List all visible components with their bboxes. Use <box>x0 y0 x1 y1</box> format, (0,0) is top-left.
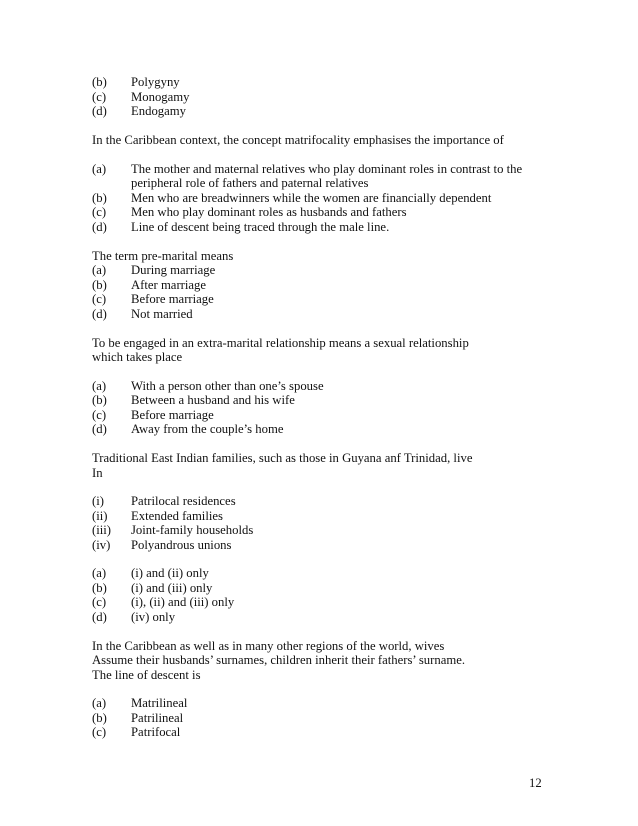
statement-text: Joint-family households <box>131 523 254 537</box>
question-stem: In the Caribbean as well as in many other regions of the world, wives <box>92 639 445 653</box>
option-text: During marriage <box>131 263 216 277</box>
option-text: Endogamy <box>131 104 186 118</box>
statement-text: Patrilocal residences <box>131 494 236 508</box>
option-label: (a) <box>92 162 107 176</box>
option-text: Men who are breadwinners while the women are financially dependent <box>131 191 492 205</box>
option-text: Not married <box>131 307 193 321</box>
option-text: Before marriage <box>131 292 214 306</box>
option-text: The mother and maternal relatives who play dominant roles in contrast to the <box>131 162 523 176</box>
option-text: Monogamy <box>131 90 190 104</box>
question-stem: Traditional East Indian families, such as those in Guyana anf Trinidad, live <box>92 451 473 465</box>
option-text: (i) and (iii) only <box>131 581 213 595</box>
option-text: Between a husband and his wife <box>131 393 295 407</box>
statement-label: (iii) <box>92 523 112 537</box>
option-label: (d) <box>92 307 107 321</box>
statement-text: Polyandrous unions <box>131 538 232 552</box>
option-label: (a) <box>92 379 107 393</box>
option-text: Polygyny <box>131 75 180 89</box>
statement-text: Extended families <box>131 509 223 523</box>
option-text: (i), (ii) and (iii) only <box>131 595 235 609</box>
option-label: (b) <box>92 581 107 595</box>
option-label: (c) <box>92 292 107 306</box>
question-stem: which takes place <box>92 350 183 364</box>
option-label: (d) <box>92 104 107 118</box>
option-text: Patrilineal <box>131 711 184 725</box>
option-text: (iv) only <box>131 610 176 624</box>
option-label: (d) <box>92 220 107 234</box>
option-label: (b) <box>92 711 107 725</box>
page-number: 12 <box>529 776 542 790</box>
question-stem: The line of descent is <box>92 668 201 682</box>
option-text: Away from the couple’s home <box>131 422 284 436</box>
option-label: (d) <box>92 610 107 624</box>
option-label: (b) <box>92 393 107 407</box>
option-text: peripheral role of fathers and paternal relatives <box>131 176 369 190</box>
statement-label: (i) <box>92 494 104 508</box>
option-text: Patrifocal <box>131 725 181 739</box>
option-text: With a person other than one’s spouse <box>131 379 324 393</box>
option-text: Men who play dominant roles as husbands and fathers <box>131 205 407 219</box>
question-stem: In <box>92 466 103 480</box>
question-stem: Assume their husbands’ surnames, children inherit their fathers’ surname. <box>92 653 465 667</box>
option-label: (c) <box>92 595 107 609</box>
option-label: (a) <box>92 263 107 277</box>
statement-label: (iv) <box>92 538 111 552</box>
option-label: (c) <box>92 205 107 219</box>
option-text: Before marriage <box>131 408 214 422</box>
option-label: (b) <box>92 278 107 292</box>
statement-label: (ii) <box>92 509 108 523</box>
question-stem: The term pre-marital means <box>92 249 234 263</box>
option-label: (c) <box>92 90 107 104</box>
option-text: Matrilineal <box>131 696 188 710</box>
option-label: (c) <box>92 725 107 739</box>
option-text: After marriage <box>131 278 207 292</box>
question-stem: To be engaged in an extra-marital relationship means a sexual relationship <box>92 336 469 350</box>
option-label: (b) <box>92 191 107 205</box>
option-label: (b) <box>92 75 107 89</box>
option-label: (a) <box>92 696 107 710</box>
option-label: (d) <box>92 422 107 436</box>
question-stem: In the Caribbean context, the concept matrifocality emphasises the importance of <box>92 133 504 147</box>
option-label: (a) <box>92 566 107 580</box>
option-label: (c) <box>92 408 107 422</box>
option-text: (i) and (ii) only <box>131 566 209 580</box>
option-text: Line of descent being traced through the male line. <box>131 220 390 234</box>
